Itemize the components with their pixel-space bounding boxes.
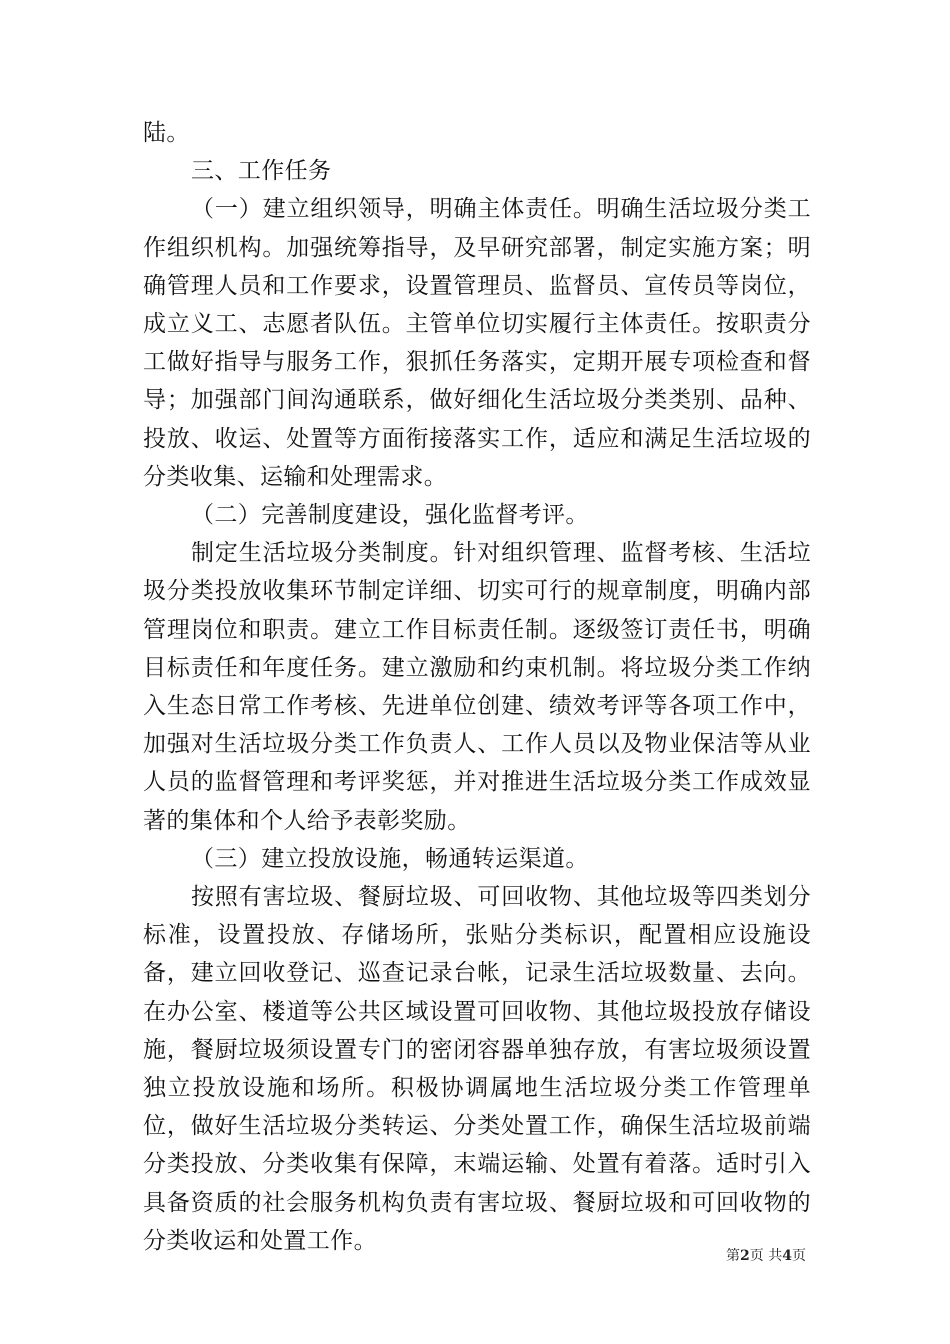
section-heading-work-tasks: 三、工作任务 <box>191 158 332 185</box>
paragraph-continuation: 陆。 <box>143 120 190 146</box>
footer-suffix: 页 <box>792 1248 806 1264</box>
paragraph-facilities: 按照有害垃圾、餐厨垃圾、可回收物、其他垃圾等四类划分标准，设置投放、存储场所，张贴分类标识，配置相应设施设备，建立回收登记、巡查记录台帐，记录生活垃圾数量、去向。在办公室、楼道等公共区域设置可回收物、其他垃圾投放存储设施，餐厨垃圾须设置专门的密闭容器单独存放，有害垃圾须设置独立投放设施和场所。积极协调属地生活垃圾分类工作管理单位，做好生活垃圾分类转运、分类处置工作，确保生活垃圾前端分类投放、分类收集有保障，末端运输、处置有着落。适时引入具备资质的社会服务机构负责有害垃圾、餐厨垃圾和可回收物的分类收运和处置工作。 <box>143 884 811 1254</box>
paragraph-system-construction: 制定生活垃圾分类制度。针对组织管理、监督考核、生活垃圾分类投放收集环节制定详细、切实可行的规章制度，明确内部管理岗位和职责。建立工作目标责任制。逐级签订责任书，明确目标责任和年度任务。建立激励和约束机制。将垃圾分类工作纳入生态日常工作考核、先进单位创建、绩效考评等各项工作中，加强对生活垃圾分类工作负责人、工作人员以及物业保洁等从业人员的监督管理和考评奖惩，并对推进生活垃圾分类工作成效显著的集体和个人给予表彰奖励。 <box>143 540 811 834</box>
footer-middle: 页 共 <box>749 1248 783 1264</box>
paragraph-organization-leadership: （一）建立组织领导，明确主体责任。明确生活垃圾分类工作组织机构。加强统筹指导，及早研究部署，制定实施方案；明确管理人员和工作要求，设置管理员、监督员、宣传员等岗位，成立义工、志愿者队伍。主管单位切实履行主体责任。按职责分工做好指导与服务工作，狠抓任务落实，定期开展专项检查和督导；加强部门间沟通联系，做好细化生活垃圾分类类别、品种、投放、收运、处置等方面衔接落实工作，适应和满足生活垃圾的分类收集、运输和处理需求。 <box>143 196 811 490</box>
subheading-system-construction: （二）完善制度建设，强化监督考评。 <box>191 502 589 529</box>
current-page-number: 2 <box>740 1248 750 1264</box>
page-footer <box>726 1246 806 1266</box>
footer-prefix: 第 <box>726 1248 741 1264</box>
subheading-facilities: （三）建立投放设施，畅通转运渠道。 <box>191 845 589 872</box>
body-text <box>143 114 811 1260</box>
total-page-number: 4 <box>782 1248 792 1264</box>
